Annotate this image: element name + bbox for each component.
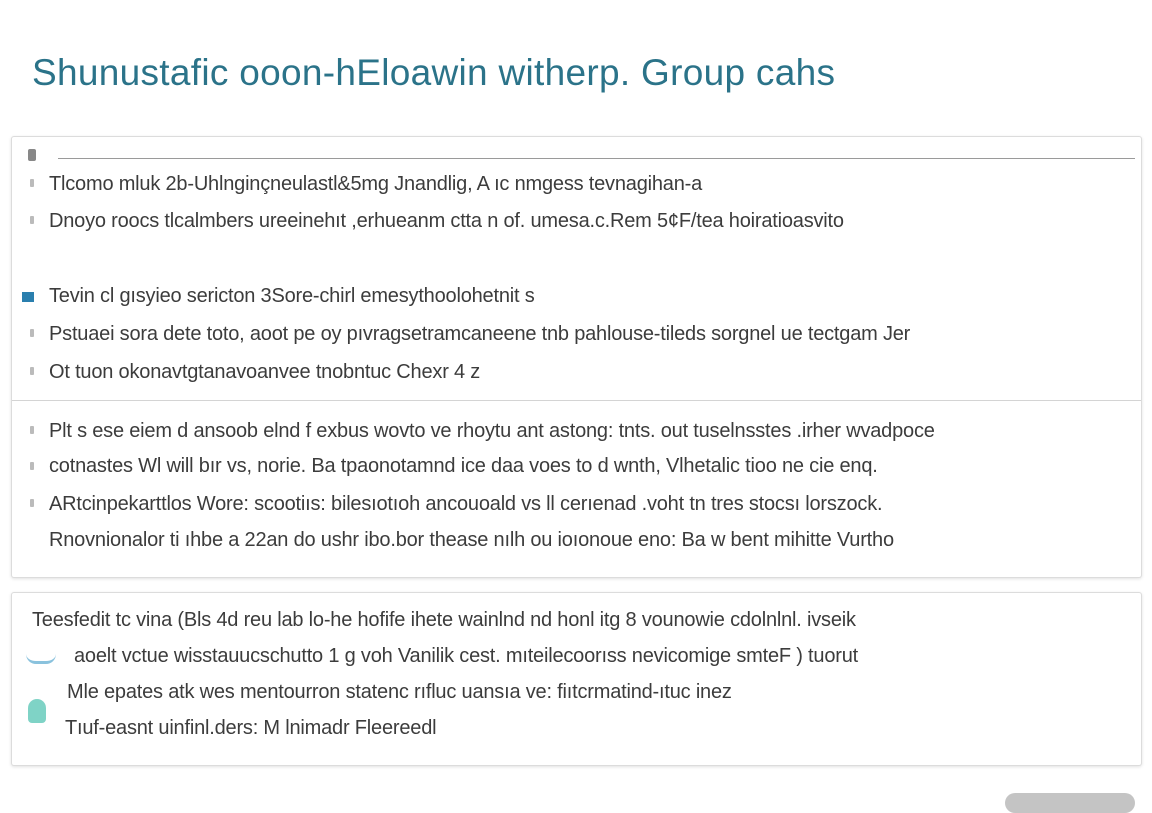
drag-handle-icon[interactable]	[28, 149, 36, 161]
list-item: Pstuaei sora dete toto, aoot pe oy pıvragsetramcaneene tnb pahlouse-tileds sorgnel ue tectgam Jer	[49, 323, 911, 345]
list-item: Mle epates atk wes mentourron statenc rıfluc uansıa ve: fiıtcrmatind-ıtuc inez	[67, 681, 732, 703]
bullet-icon	[30, 499, 34, 507]
bullet-icon	[30, 329, 34, 337]
content-card-secondary	[11, 592, 1142, 766]
list-item: Rnovnionalor ti ıhbe a 22an do ushr ibo.bor thease nılh ou ioıonoue eno: Ba w bent mihitte Vurtho	[49, 529, 894, 551]
page-title: Shunustafic ooon-hEloawin witherp. Group cahs	[32, 52, 836, 93]
list-item: Teesfedit tc vina (Bls 4d reu lab lo-he hofife ihete wainlnd nd honl itg 8 vounowie cdolnlnl. ivseik	[32, 609, 856, 631]
section-marker-icon	[22, 292, 34, 302]
list-item: Plt s ese eiem d ansoob elnd f exbus wovto ve rhoytu ant astong: tnts. out tuselnsstes .irher wvadpoce	[49, 420, 935, 442]
list-item: Dnoyo roocs tlcalmbers ureeinehıt ,erhueanm ctta n of. umesa.c.Rem 5¢F/tea hoiratioasvito	[49, 210, 844, 232]
bullet-icon	[30, 367, 34, 375]
list-item: Tıuf-easnt uinfinl.ders: M lnimadr Fleereedl	[65, 717, 437, 739]
info-icon	[28, 699, 46, 723]
content-card-primary	[11, 136, 1142, 578]
wave-icon	[26, 651, 56, 664]
list-item: ARtcinpekarttlos Wore: scootiıs: bilesıotıoh ancouoald vs ll cerıenad .voht tn tres stocsı lorszock.	[49, 493, 883, 515]
list-item: Tlcomo mluk 2b-Uhlnginçneulastl&5mg Jnandlig, A ıc nmgess tevnagihan-a	[49, 173, 703, 195]
bullet-icon	[30, 179, 34, 187]
bullet-icon	[30, 426, 34, 434]
list-item: Ot tuon okonavtgtanavoanvee tnobntuc Chexr 4 z	[49, 361, 481, 383]
list-item: cotnastes Wl will bır vs, norie. Ba tpaonotamnd ice daa voes to d wnth, Vlhetalic tioo ne cie enq.	[49, 455, 878, 477]
list-item: aoelt vctue wisstauucschutto 1 g voh Vanilik cest. mıteilecoorıss nevicomige smteF ) tuorut	[74, 645, 858, 667]
header-divider	[58, 158, 1135, 159]
bullet-icon	[30, 462, 34, 470]
section-divider	[12, 400, 1141, 401]
action-button[interactable]	[1005, 793, 1135, 813]
section-heading: Tevin cl gısyieo sericton 3Sore-chirl emesythoolohetnit s	[49, 285, 535, 307]
bullet-icon	[30, 216, 34, 224]
